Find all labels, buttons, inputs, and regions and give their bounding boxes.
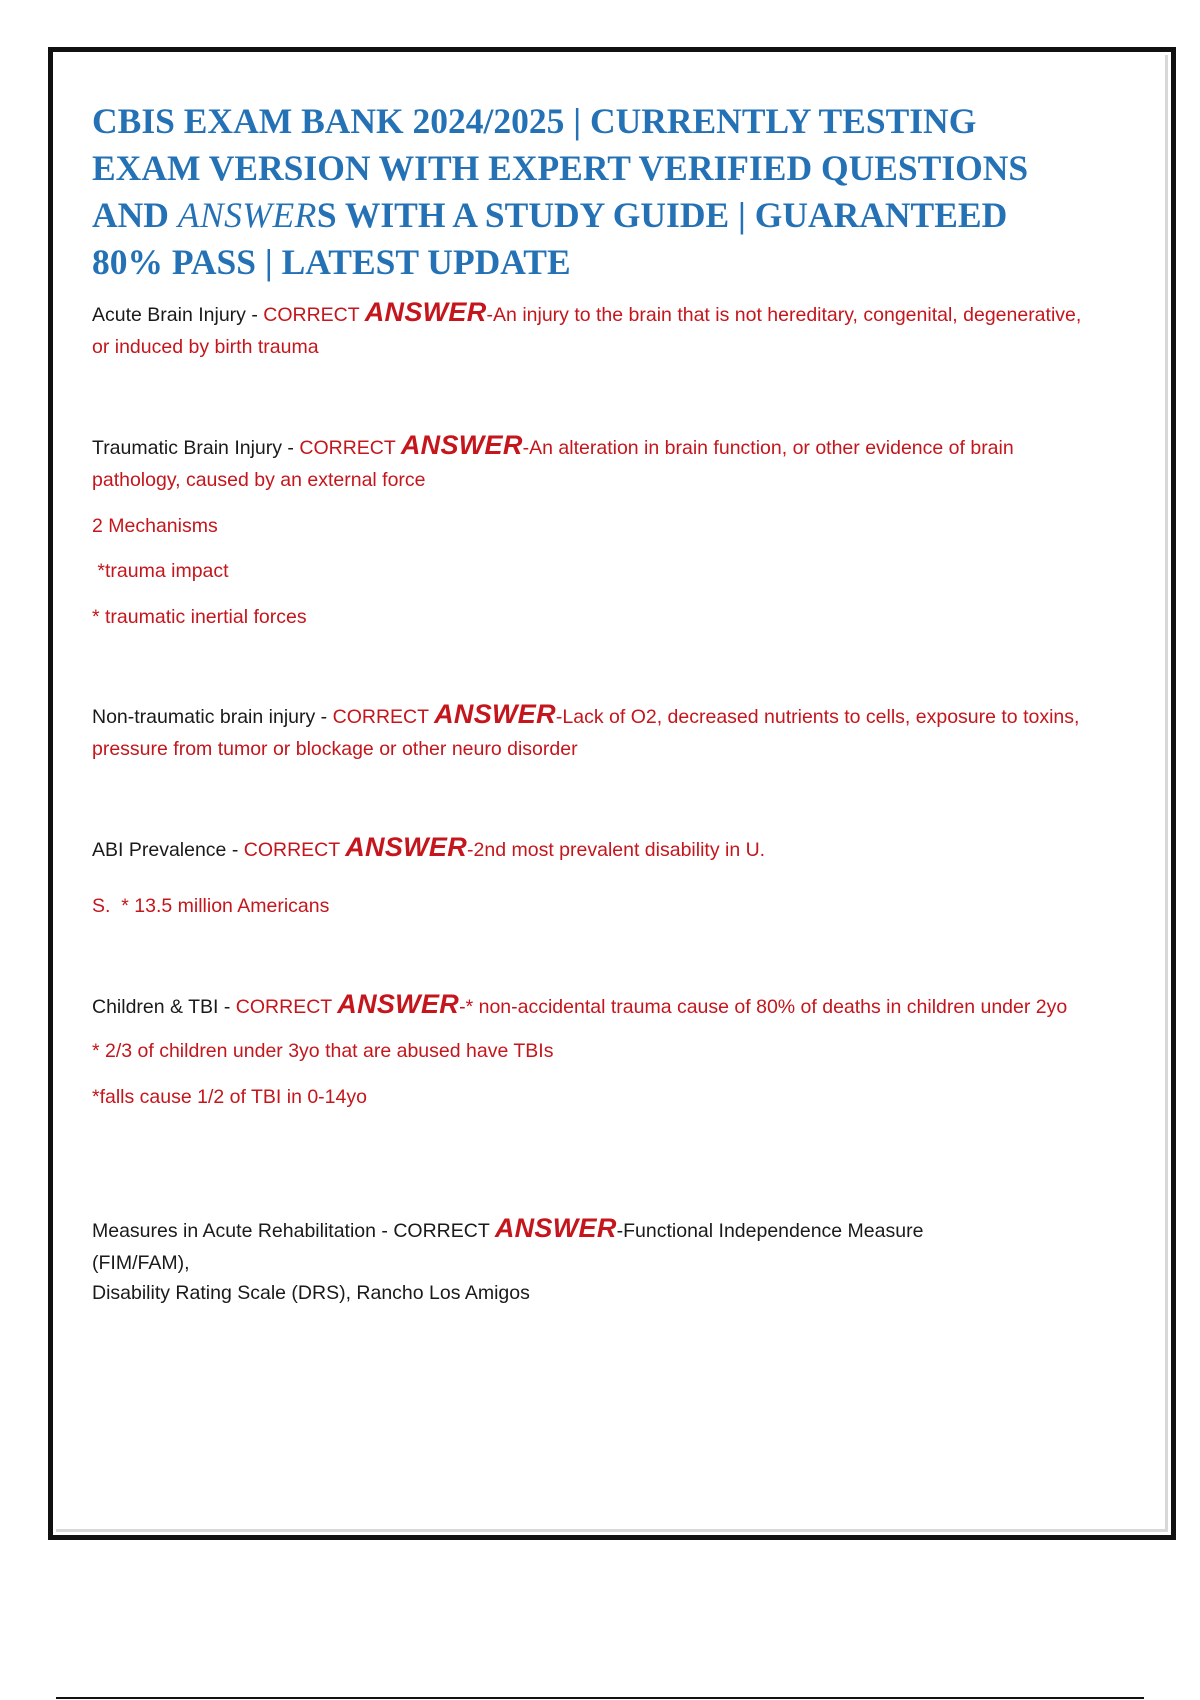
qa-term: Traumatic Brain Injury (92, 437, 283, 459)
qa-separator: - (245, 304, 264, 326)
qa-term: Non-traumatic brain injury (92, 706, 316, 728)
qa-term: ABI Prevalence (92, 839, 227, 861)
qa-separator: - (376, 1220, 394, 1242)
qa-answer: An alteration in brain function, or other evidence of brain pathology, caused by an external force (92, 437, 1014, 491)
correct-label: CORRECT (235, 996, 332, 1018)
qa-extra-line: S. * 13.5 million Americans (92, 895, 330, 917)
qa-separator: - (218, 996, 236, 1018)
qa-line (92, 429, 1092, 496)
answer-label: ANSWER (345, 832, 468, 862)
answer-dash: - (616, 1220, 624, 1242)
qa-answer: An injury to the brain that is not hereditary, congenital, degenerative, or induced by birth trauma (92, 304, 1082, 358)
qa-item-measures-in-acute-rehabilitation (92, 1212, 1092, 1309)
qa-term: Measures in Acute Rehabilitation (92, 1220, 376, 1242)
qa-item-acute-brain-injury (92, 296, 1092, 363)
qa-extra-line: 2 Mechanisms (92, 515, 218, 537)
qa-extra-line: * traumatic inertial forces (92, 606, 307, 628)
answer-dash: - (555, 706, 563, 728)
qa-extra-line: * 2/3 of children under 3yo that are abused have TBIs (92, 1040, 554, 1062)
qa-separator: - (226, 839, 244, 861)
qa-answer: * non-accidental trauma cause of 80% of deaths in children under 2yo (465, 996, 1068, 1018)
answer-dash: - (522, 437, 530, 459)
answer-label: ANSWER (494, 1213, 617, 1243)
answer-dash: - (459, 996, 466, 1018)
title-part-1: CBIS EXAM BANK 2024/2025 | CURRENTLY TESTING EXAM VERSION WITH EXPERT VERIFIED QUESTIONS AND (92, 101, 1029, 235)
answer-label: ANSWER (364, 297, 487, 327)
qa-separator: - (315, 706, 333, 728)
correct-label: CORRECT (332, 706, 429, 728)
qa-line (92, 1212, 972, 1279)
correct-label: CORRECT (263, 304, 360, 326)
qa-extra-line: *falls cause 1/2 of TBI in 0-14yo (92, 1086, 367, 1108)
answer-dash: - (467, 839, 474, 861)
qa-item-children-and-tbi (92, 988, 1092, 1113)
qa-item-abi-prevalence (92, 831, 1092, 922)
answer-label: ANSWER (400, 430, 523, 460)
qa-answer: Lack of O2, decreased nutrients to cells, exposure to toxins, pressure from tumor or blockage or other neuro disorder (92, 706, 1080, 760)
answer-label: ANSWER (337, 989, 460, 1019)
title-italic-word: ANSWER (177, 195, 317, 235)
qa-extra-line: *trauma impact (92, 560, 229, 582)
qa-line (92, 296, 1092, 363)
title-part-2: S WITH A STUDY GUIDE | GUARANTEED 80% PASS | LATEST UPDATE (92, 195, 1008, 282)
qa-term: Acute Brain Injury (92, 304, 246, 326)
qa-line (92, 988, 1092, 1023)
qa-line (92, 698, 1092, 765)
answer-label: ANSWER (434, 699, 556, 729)
correct-label: CORRECT (299, 437, 396, 459)
qa-item-non-traumatic-brain-injury (92, 698, 1092, 765)
correct-label: CORRECT (243, 839, 340, 861)
answer-dash: - (486, 304, 494, 326)
qa-answer: Functional Independence Measure (FIM/FAM), (92, 1220, 924, 1274)
qa-extra-line: Disability Rating Scale (DRS), Rancho Los Amigos (92, 1282, 530, 1304)
qa-line (92, 831, 1092, 866)
qa-item-traumatic-brain-injury (92, 429, 1092, 633)
bottom-rule (56, 1697, 1144, 1699)
qa-separator: - (282, 437, 300, 459)
document-title (92, 98, 1052, 286)
correct-label: CORRECT (393, 1220, 490, 1242)
qa-answer: 2nd most prevalent disability in U. (473, 839, 766, 861)
qa-term: Children & TBI (92, 996, 219, 1018)
